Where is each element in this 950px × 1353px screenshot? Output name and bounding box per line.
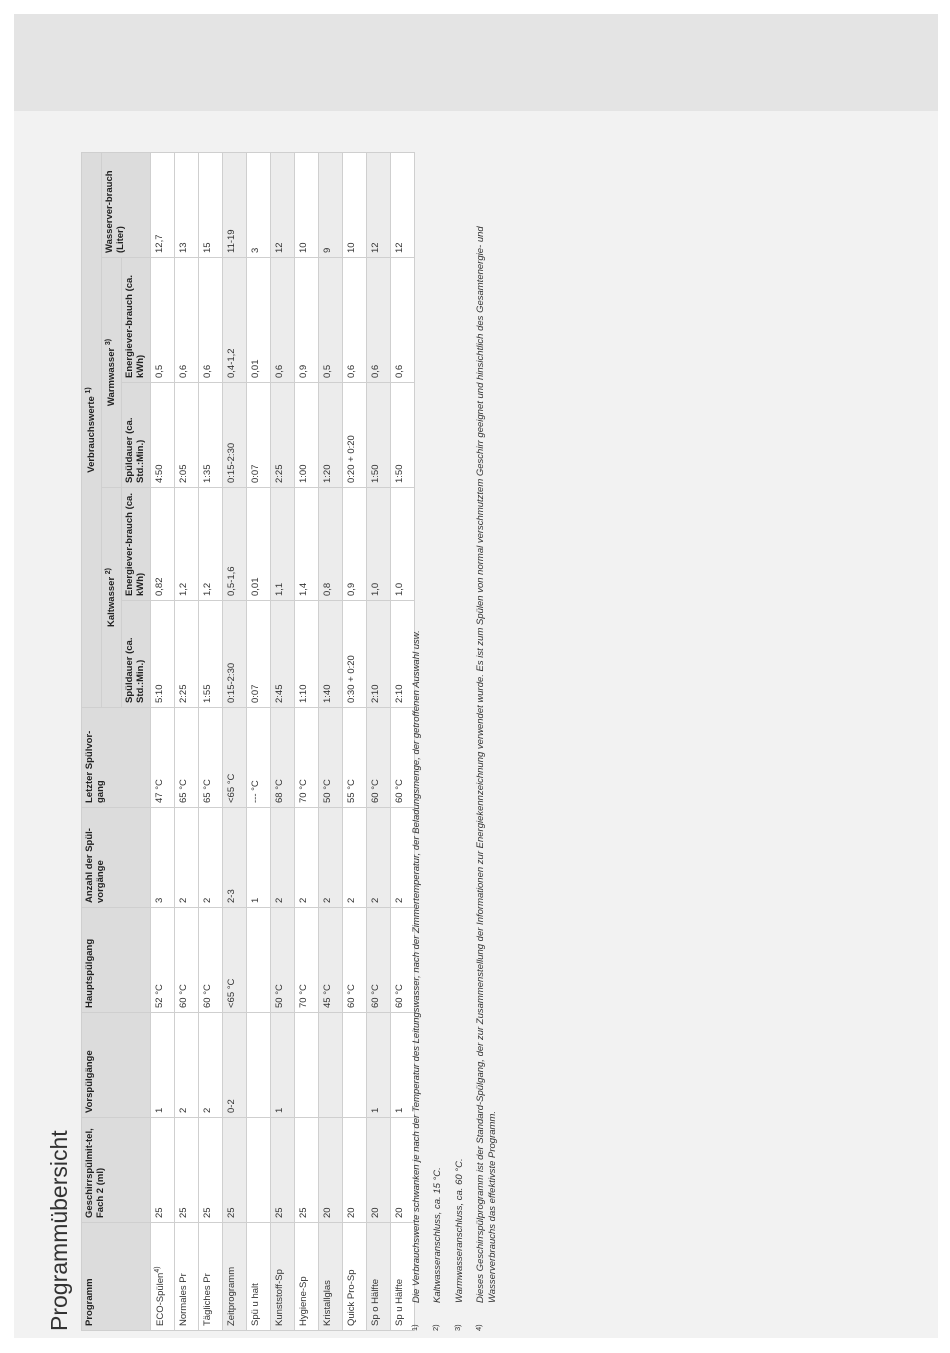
- header-cold-water: Kaltwasser $^{2)}$: [102, 488, 122, 708]
- cell-count: 2: [319, 808, 343, 908]
- cell-last: 65 °C: [175, 708, 199, 808]
- cell-cold-energy: 1,0: [391, 488, 415, 601]
- cell-detergent: 25: [175, 1118, 199, 1223]
- cell-detergent: 25: [151, 1118, 175, 1223]
- header-warm-duration: Spüldauer (ca. Std.:Min.): [122, 383, 151, 488]
- cell-warm-energy: 0,6: [367, 258, 391, 383]
- cell-main: 50 °C: [271, 908, 295, 1013]
- cell-cold-energy: 0,9: [343, 488, 367, 601]
- cell-warm-dur: 1:35: [199, 383, 223, 488]
- cell-cold-dur: 1:10: [295, 601, 319, 708]
- table-row: [247, 153, 271, 1331]
- table-row: [271, 153, 295, 1331]
- cell-main: [247, 908, 271, 1013]
- cell-last: 70 °C: [295, 708, 319, 808]
- cell-last: 60 °C: [391, 708, 415, 808]
- cell-warm-dur: 1:20: [319, 383, 343, 488]
- cell-cold-energy: 1,2: [199, 488, 223, 601]
- cell-warm-energy: 0,6: [175, 258, 199, 383]
- cell-cold-dur: 1:55: [199, 601, 223, 708]
- cell-count: 3: [151, 808, 175, 908]
- cell-main: 70 °C: [295, 908, 319, 1013]
- table-row: [199, 153, 223, 1331]
- cell-warm-energy: 0,6: [343, 258, 367, 383]
- header-water: Wasserver-brauch (Liter): [102, 153, 151, 258]
- cell-program: Tägliches Pr: [199, 1223, 223, 1331]
- cell-count: 2-3: [223, 808, 247, 908]
- cell-last: 65 °C: [199, 708, 223, 808]
- table-row: [175, 153, 199, 1331]
- cell-warm-dur: 2:25: [271, 383, 295, 488]
- cell-cold-energy: 0,82: [151, 488, 175, 601]
- cell-prewash: [343, 1013, 367, 1118]
- cell-prewash: 1: [271, 1013, 295, 1118]
- cell-warm-energy: 0,5: [319, 258, 343, 383]
- cell-warm-energy: 0,6: [391, 258, 415, 383]
- table-row: [295, 153, 319, 1331]
- table-row: [319, 153, 343, 1331]
- header-cold-duration: Spüldauer (ca. Std.:Min.): [122, 601, 151, 708]
- cell-water: 12,7: [151, 153, 175, 258]
- cell-water: 15: [199, 153, 223, 258]
- cell-prewash: 1: [367, 1013, 391, 1118]
- header-rinse-count: Anzahl der Spül-vorgänge: [82, 808, 151, 908]
- cell-program: Kunststoff-Sp: [271, 1223, 295, 1331]
- cell-program: Hygiene-Sp: [295, 1223, 319, 1331]
- cell-detergent: 20: [367, 1118, 391, 1223]
- cell-main: 60 °C: [391, 908, 415, 1013]
- rotated-page-content: [46, 64, 696, 1331]
- cell-warm-energy: 0,6: [199, 258, 223, 383]
- cell-prewash: [295, 1013, 319, 1118]
- cell-warm-dur: 2:05: [175, 383, 199, 488]
- cell-cold-energy: 1,4: [295, 488, 319, 601]
- page-title: Programmübersicht: [46, 1130, 72, 1331]
- cell-cold-dur: 2:10: [391, 601, 415, 708]
- cell-main: <65 °C: [223, 908, 247, 1013]
- cell-prewash: [319, 1013, 343, 1118]
- header-warm-energy: Energiever-brauch (ca. kWh): [122, 258, 151, 383]
- cell-count: 2: [343, 808, 367, 908]
- cell-program: Spü u halt: [247, 1223, 271, 1331]
- cell-warm-dur: 0:07: [247, 383, 271, 488]
- cell-water: 3: [247, 153, 271, 258]
- cell-detergent: 25: [223, 1118, 247, 1223]
- cell-water: 11-19: [223, 153, 247, 258]
- cell-water: 13: [175, 153, 199, 258]
- footnote: 1) Die Verbrauchswerte schwanken je nach der Temperatur des Leitungswasser, nach der Zimmertemperatur, der Beladungsmenge, der getroffenen Auswahl usw.: [410, 630, 422, 1331]
- table-row: [223, 153, 247, 1331]
- cell-count: 2: [199, 808, 223, 908]
- cell-detergent: 20: [319, 1118, 343, 1223]
- cell-last: 55 °C: [343, 708, 367, 808]
- cell-prewash: [247, 1013, 271, 1118]
- cell-water: 10: [343, 153, 367, 258]
- cell-cold-energy: 0,01: [247, 488, 271, 601]
- footnote: 2) Kaltwasseranschluss, ca. 15 °C.: [431, 1167, 444, 1331]
- cell-count: 2: [295, 808, 319, 908]
- cell-prewash: 1: [391, 1013, 415, 1118]
- footnotes: [411, 153, 509, 1331]
- header-program: Programm: [82, 1223, 151, 1331]
- cell-count: 2: [391, 808, 415, 908]
- cell-prewash: 2: [199, 1013, 223, 1118]
- cell-cold-energy: 0,5-1,6: [223, 488, 247, 601]
- cell-warm-energy: 0,6: [271, 258, 295, 383]
- cell-main: 60 °C: [343, 908, 367, 1013]
- cell-main: 45 °C: [319, 908, 343, 1013]
- cell-program: Sp u Hälfte: [391, 1223, 415, 1331]
- cell-count: 2: [175, 808, 199, 908]
- cell-detergent: 25: [199, 1118, 223, 1223]
- cell-warm-dur: 1:00: [295, 383, 319, 488]
- cell-prewash: 0-2: [223, 1013, 247, 1118]
- cell-prewash: 2: [175, 1013, 199, 1118]
- cell-water: 12: [271, 153, 295, 258]
- header-cold-energy: Energiever-brauch (ca. kWh): [122, 488, 151, 601]
- cell-detergent: 20: [343, 1118, 367, 1223]
- cell-main: 52 °C: [151, 908, 175, 1013]
- cell-program: Sp o Hälfte: [367, 1223, 391, 1331]
- cell-count: 1: [247, 808, 271, 908]
- cell-warm-dur: 1:50: [367, 383, 391, 488]
- cell-warm-dur: 0:20 + 0:20: [343, 383, 367, 488]
- cell-program: ECO-Spülen$^{4)}$: [151, 1223, 175, 1331]
- cell-cold-dur: 0:07: [247, 601, 271, 708]
- cell-cold-dur: 1:40: [319, 601, 343, 708]
- cell-main: 60 °C: [367, 908, 391, 1013]
- cell-warm-energy: 0,4-1,2: [223, 258, 247, 383]
- cell-cold-energy: 1,2: [175, 488, 199, 601]
- table-row: [367, 153, 391, 1331]
- cell-cold-dur: 2:45: [271, 601, 295, 708]
- cell-detergent: 25: [271, 1118, 295, 1223]
- cell-last: 47 °C: [151, 708, 175, 808]
- header-last-rinse: Letzter Spülvor-gang: [82, 708, 151, 808]
- cell-program: Kristallglas: [319, 1223, 343, 1331]
- header-prewash: Vorspülgänge: [82, 1013, 151, 1118]
- cell-warm-dur: 0:15-2:30: [223, 383, 247, 488]
- program-table: [81, 152, 415, 1331]
- footnote: 3) Warmwasseranschluss, ca. 60 °C.: [452, 1158, 465, 1331]
- footnote: 4) Dieses Geschirrspülprogramm ist der Standard-Spülgang, der zur Zusammenstellung der Informationen zur Energiekennzeichnung verwendet wurde. Es ist zum Spülen von normal verschmutztem Geschirr geeignet und hinsichtlich des Gesamtenergie- und Wasserverbrauchs das effektivste Programm.: [474, 226, 499, 1331]
- table-row: [343, 153, 367, 1331]
- table-body: [151, 153, 415, 1331]
- cell-last: 68 °C: [271, 708, 295, 808]
- cell-program: Normales Pr: [175, 1223, 199, 1331]
- cell-cold-energy: 0,8: [319, 488, 343, 601]
- cell-warm-energy: 0,9: [295, 258, 319, 383]
- cell-cold-dur: 0:30 + 0:20: [343, 601, 367, 708]
- header-mainwash: Hauptspülgang: [82, 908, 151, 1013]
- cell-detergent: [247, 1118, 271, 1223]
- cell-cold-energy: 1,0: [367, 488, 391, 601]
- header-warm-water: Warmwasser $^{3)}$: [102, 258, 122, 488]
- cell-cold-dur: 2:25: [175, 601, 199, 708]
- cell-cold-dur: 5:10: [151, 601, 175, 708]
- cell-water: 10: [295, 153, 319, 258]
- cell-prewash: 1: [151, 1013, 175, 1118]
- cell-detergent: 25: [295, 1118, 319, 1223]
- header-consumption: Verbrauchswerte $^{1)}$: [82, 153, 102, 708]
- cell-cold-energy: 1,1: [271, 488, 295, 601]
- cell-last: 50 °C: [319, 708, 343, 808]
- cell-warm-energy: 0,5: [151, 258, 175, 383]
- cell-cold-dur: 0:15-2:30: [223, 601, 247, 708]
- cell-last: --- °C: [247, 708, 271, 808]
- cell-main: 60 °C: [199, 908, 223, 1013]
- cell-program: Quick Pro-Sp: [343, 1223, 367, 1331]
- cell-count: 2: [367, 808, 391, 908]
- cell-water: 9: [319, 153, 343, 258]
- cell-detergent: 20: [391, 1118, 415, 1223]
- cell-program: Zeitprogramm: [223, 1223, 247, 1331]
- cell-water: 12: [367, 153, 391, 258]
- header-detergent: Geschirrspülmit-tel, Fach 2 (ml): [82, 1118, 151, 1223]
- table-row: [151, 153, 175, 1331]
- cell-warm-dur: 1:50: [391, 383, 415, 488]
- cell-main: 60 °C: [175, 908, 199, 1013]
- cell-count: 2: [271, 808, 295, 908]
- cell-warm-dur: 4:50: [151, 383, 175, 488]
- cell-cold-dur: 2:10: [367, 601, 391, 708]
- cell-last: 60 °C: [367, 708, 391, 808]
- cell-warm-energy: 0,01: [247, 258, 271, 383]
- cell-last: <65 °C: [223, 708, 247, 808]
- cell-water: 12: [391, 153, 415, 258]
